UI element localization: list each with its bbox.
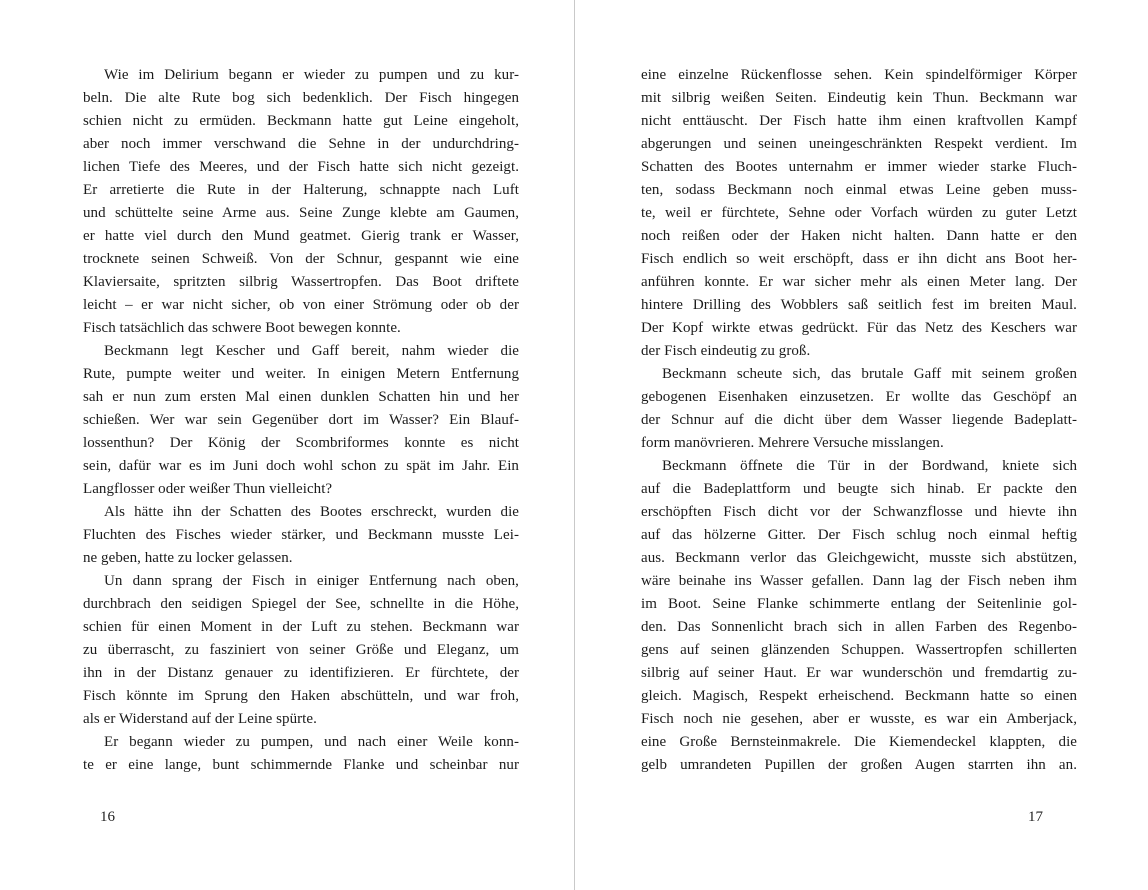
text-line: der Schnur auf die dicht über dem Wasser liegende Badeplatt- [641,412,1077,428]
text-line: eine Große Bernsteinmakrele. Die Kiemendeckel klappten, die [641,734,1077,750]
text-line: beln. Die alte Rute bog sich bedenklich. Der Fisch hingegen [83,90,519,106]
text-line: im Boot. Seine Flanke schimmerte entlang der Seitenlinie gol- [641,596,1077,612]
text-line: er hatte viel durch den Mund geatmet. Gierig trank er Wasser, [83,228,519,244]
text-line: trocknete seinen Schweiß. Von der Schnur, gespannt wie eine [83,251,519,267]
text-line: nicht enttäuscht. Der Fisch hatte ihm einen kraftvollen Kampf [641,113,1077,129]
text-line: Fisch tatsächlich das schwere Boot bewegen konnte. [83,320,401,336]
text-line: gens auf seinen glänzenden Schuppen. Wassertropfen schillerten [641,642,1077,658]
text-line: Beckmann scheute sich, das brutale Gaff mit seinem großen [662,366,1077,382]
text-line: als er Widerstand auf der Leine spürte. [83,711,317,727]
text-line: Un dann sprang der Fisch in einiger Entfernung nach oben, [104,573,519,589]
text-line: sein, dafür war es im Juni doch wohl schon zu spät im Jahr. Ein [83,458,519,474]
text-line: ten, sodass Beckmann noch einmal etwas Leine geben muss- [641,182,1077,198]
text-line: der Fisch eindeutig zu groß. [641,343,811,359]
text-line: Der Kopf wirkte etwas gedrückt. Für das Netz des Keschers war [641,320,1077,336]
text-line: durchbrach den seidigen Spiegel der See, schnellte in die Höhe, [83,596,519,612]
text-line: Als hätte ihn der Schatten des Bootes erschreckt, wurden die [104,504,519,520]
paragraph [641,363,1077,455]
text-line: lichen Tiefe des Meeres, und der Fisch hatte sich nicht gezeigt. [83,159,519,175]
text-line: lossenthun? Der König der Scombriformes konnte es nicht [83,435,519,451]
text-line: ne geben, hatte zu locker gelassen. [83,550,293,566]
text-line: mit silbrig weißen Seiten. Eindeutig kein Thun. Beckmann war [641,90,1077,106]
paragraph [83,64,519,340]
text-line: Fluchten des Fisches wieder stärker, und Beckmann musste Lei- [83,527,519,543]
text-line: gebogenen Eisenhaken einzusetzen. Er wollte das Geschöpf an [641,389,1077,405]
page-divider-line [574,0,575,890]
text-line: Langflosser oder weißer Thun vielleicht? [83,481,333,497]
text-line: gelb umrandeten Pupillen der großen Augen starrten ihn an. [641,757,1077,773]
paragraph [83,501,519,570]
text-line: form manövrieren. Mehrere Versuche misslangen. [641,435,944,451]
text-line: Er begann wieder zu pumpen, und nach einer Weile konn- [104,734,519,750]
text-line: Er arretierte die Rute in der Halterung, schnappte nach Luft [83,182,519,198]
text-line: auf das hölzerne Gitter. Der Fisch schlug noch einmal heftig [641,527,1077,543]
text-line: abgerungen und seinen uneingeschränkten Respekt verdient. Im [641,136,1077,152]
text-line: gleich. Magisch, Respekt erheischend. Beckmann hatte so einen [641,688,1077,704]
text-line: Beckmann legt Kescher und Gaff bereit, nahm wieder die [104,343,519,359]
text-line: Rute, pumpte weiter und weiter. In einigen Metern Entfernung [83,366,519,382]
paragraph [641,64,1077,363]
paragraph [83,731,519,777]
page-right-text [641,64,1077,777]
text-line: anführen konnte. Er war sicher mehr als einen Meter lang. Der [641,274,1077,290]
paragraph [641,455,1077,777]
text-line: Klaviersaite, spritzten silbrig Wassertropfen. Das Boot driftete [83,274,519,290]
text-line: schien nicht zu ermüden. Beckmann hatte gut Leine eingeholt, [83,113,519,129]
text-line: erschöpften Fisch dicht vor der Schwanzflosse und hievte ihn [641,504,1077,520]
text-line: den. Das Sonnenlicht brach sich in allen Farben des Regenbo- [641,619,1077,635]
text-line: Fisch noch nie gesehen, aber er wusste, es war ein Amberjack, [641,711,1077,727]
text-line: silbrig auf seiner Haut. Er war wunderschön und fremdartig zu- [641,665,1077,681]
text-line: eine einzelne Rückenflosse sehen. Kein spindelförmiger Körper [641,67,1077,83]
text-line: noch reißen oder der Haken nicht halten. Dann hatte er den [641,228,1077,244]
text-line: hintere Drilling des Wobblers saß seitlich fest im breiten Maul. [641,297,1077,313]
paragraph [83,570,519,731]
text-line: sah er nun zum ersten Mal einen dunklen Schatten hin und her [83,389,519,405]
text-line: te, weil er fürchtete, Sehne oder Vorfach würden zu guter Letzt [641,205,1077,221]
text-line: auf die Badeplattform und beugte sich hinab. Er packte den [641,481,1077,497]
text-line: leicht – er war nicht sicher, ob von einer Strömung oder ob der [83,297,519,313]
text-line: aus. Beckmann verlor das Gleichgewicht, musste sich abstützen, [641,550,1077,566]
text-line: Wie im Delirium begann er wieder zu pumpen und zu kur- [104,67,519,83]
text-line: aber noch immer verschwand die Sehne in der undurchdring- [83,136,519,152]
text-line: ihn in der Distanz genauer zu identifizieren. Er fürchtete, der [83,665,519,681]
paragraph [83,340,519,501]
text-line: Schatten des Bootes unternahm er immer wieder starke Fluch- [641,159,1077,175]
text-line: Fisch könnte im Sprung den Haken abschütteln, und war froh, [83,688,519,704]
page-number-right: 17 [1028,809,1043,825]
page-left-text [83,64,519,777]
text-line: und schüttelte seine Arme aus. Seine Zunge klebte am Gaumen, [83,205,519,221]
text-line: schien für einen Moment in der Luft zu stehen. Beckmann war [83,619,519,635]
text-line: Beckmann öffnete die Tür in der Bordwand, kniete sich [662,458,1077,474]
text-line: schießen. Wer war sein Gegenüber dort im Wasser? Ein Blauf- [83,412,519,428]
page-number-left: 16 [100,809,115,825]
text-line: zu überrascht, zu fasziniert von seiner Größe und Eleganz, um [83,642,519,658]
text-line: wäre beinahe ins Wasser gefallen. Dann lag der Fisch neben ihm [641,573,1077,589]
text-line: Fisch endlich so weit erschöpft, dass er ihn dicht ans Boot her- [641,251,1077,267]
text-line: te er eine lange, bunt schimmernde Flanke und scheinbar nur [83,757,519,773]
